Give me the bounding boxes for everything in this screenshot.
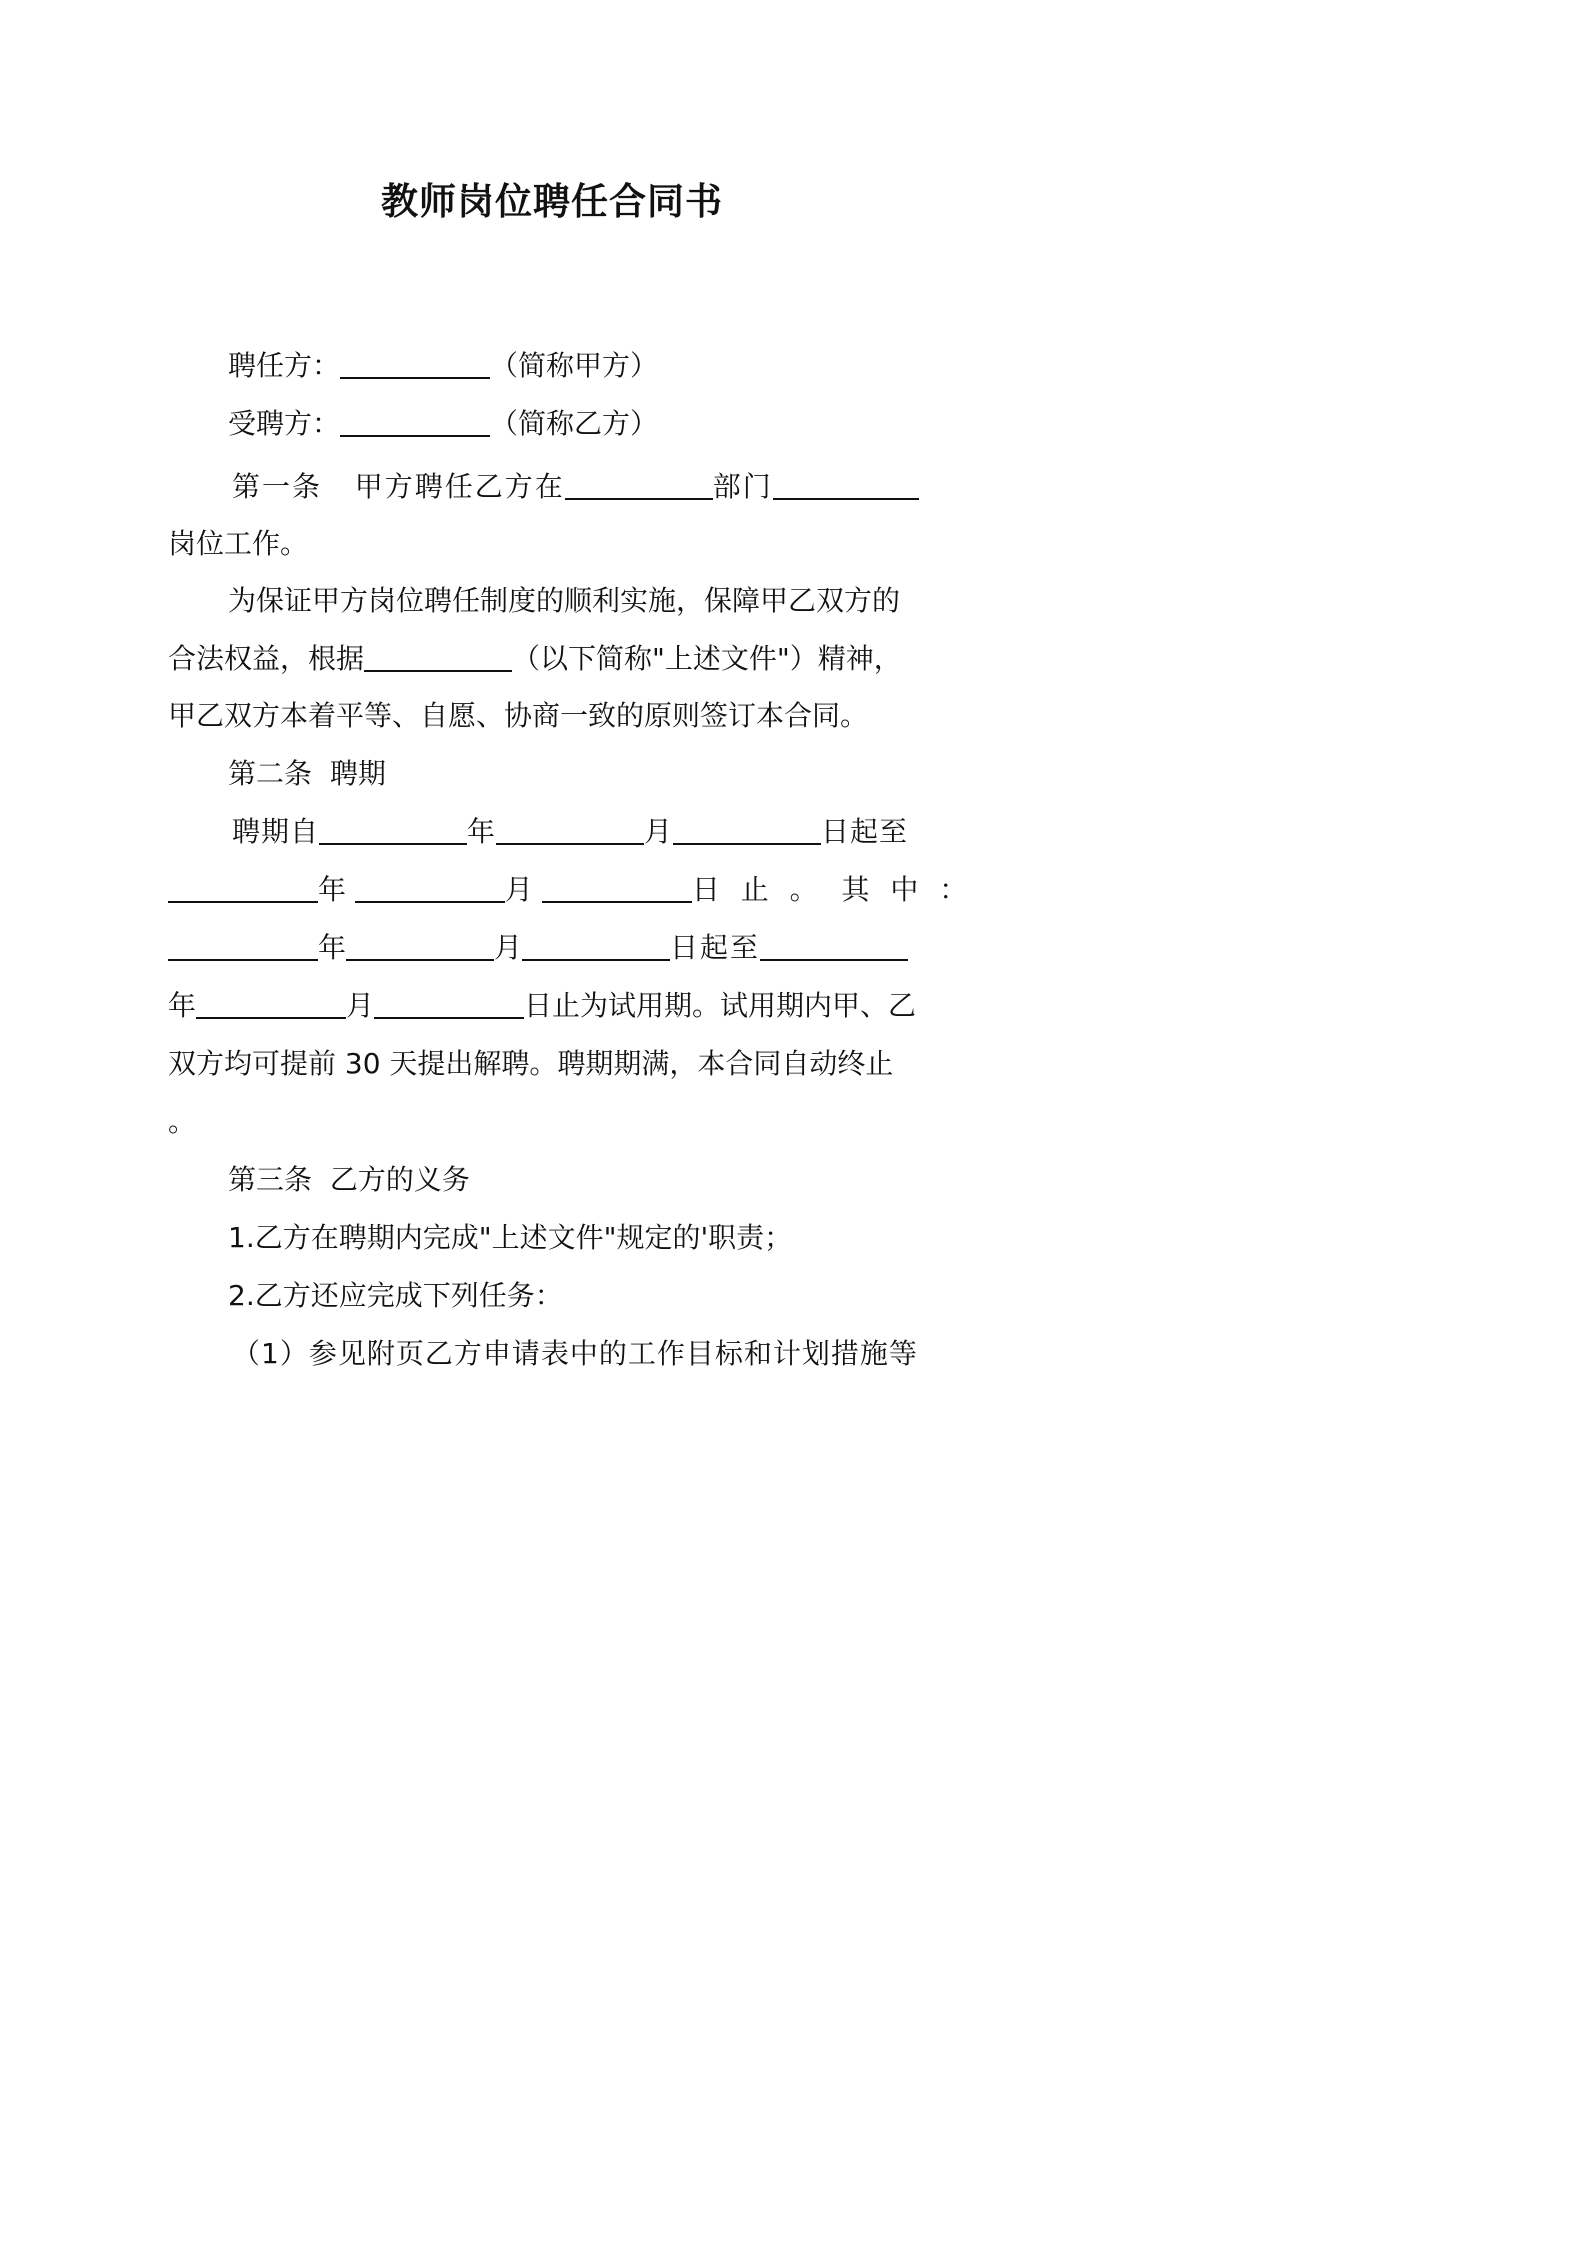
article3-item2: 2.乙方还应完成下列任务： [228,1279,563,1312]
preamble-line2-a: 合法权益，根据 [168,642,365,675]
term-end-day-blank[interactable] [542,871,692,903]
probation-start-day-blank[interactable] [522,929,670,961]
probation-start-month-blank[interactable] [346,929,494,961]
basis-document-blank[interactable] [364,640,512,672]
party-a-suffix: （简称甲方） [490,349,659,382]
day-from-label: 日起至 [821,815,909,848]
party-b-suffix: （简称乙方） [490,407,659,440]
term-start-month-blank[interactable] [496,813,644,845]
probation-end-day-blank[interactable] [374,987,524,1019]
day-end-label: 日 止 。 [691,873,824,906]
year-label: 年 [318,873,347,906]
article3-title: 乙方的义务 [329,1163,470,1196]
day-from-label: 日起至 [670,931,761,964]
preamble-line2-b: （以下简称"上述文件"）精神， [512,642,902,675]
party-a-blank[interactable] [340,347,490,379]
term-line2 [168,870,973,910]
term-line6: 。 [168,1105,197,1138]
probation-end-year-blank[interactable] [760,929,908,961]
term-line1 [232,812,908,852]
probation-start-year-blank[interactable] [168,929,318,961]
article1-text-b: 部门 [712,470,773,503]
party-b-label: 受聘方： [228,407,341,440]
month-label: 月 [644,815,674,848]
month-label: 月 [494,931,523,964]
article2-title: 聘期 [329,757,386,790]
term-line4 [168,986,916,1026]
article1-text-a: 甲方聘任乙方在 [354,470,565,503]
preamble-line3: 甲乙双方本着平等、自愿、协商一致的原则签订本合同。 [168,699,869,732]
probation-text: 日止为试用期。试用期内甲、乙 [524,989,917,1022]
among-label: 其 中 ： [841,873,974,906]
year-label: 年 [168,989,197,1022]
party-a-line [228,346,658,386]
article3-heading: 第三条 [228,1163,313,1196]
article2-heading: 第二条 [228,757,313,790]
article1-line2 [168,524,308,564]
position-blank[interactable] [773,468,919,500]
term-from-label: 聘期自 [232,815,320,848]
article2-heading-line [228,754,386,794]
probation-end-month-blank[interactable] [196,987,346,1019]
term-start-day-blank[interactable] [673,813,821,845]
term-start-year-blank[interactable] [319,813,467,845]
article3-item1: 1.乙方在聘期内完成"上述文件"规定的'职责； [228,1221,793,1254]
term-end-month-blank[interactable] [355,871,505,903]
article3-heading-line [228,1160,470,1200]
month-label: 月 [346,989,375,1022]
department-blank[interactable] [565,468,713,500]
month-label: 月 [504,873,533,906]
year-label: 年 [467,815,497,848]
preamble-line1: 为保证甲方岗位聘任制度的顺利实施，保障甲乙双方的 [228,584,901,617]
party-a-label: 聘任方： [228,349,341,382]
article1-heading: 第一条 [232,470,323,503]
party-b-blank[interactable] [340,405,490,437]
year-label: 年 [318,931,347,964]
term-line5: 双方均可提前 30 天提出解聘。聘期期满，本合同自动终止 [168,1047,894,1080]
party-b-line [228,404,658,444]
term-line3 [168,928,908,968]
term-end-year-blank[interactable] [168,871,318,903]
article1-line [232,467,919,507]
preamble-line2 [168,639,902,679]
document-title: 教师岗位聘任合同书 [381,180,723,223]
article3-item2-1: （1）参见附页乙方申请表中的工作目标和计划措施等 [232,1337,918,1370]
document-page [0,0,1104,1562]
article1-text-c: 岗位工作。 [168,527,309,560]
